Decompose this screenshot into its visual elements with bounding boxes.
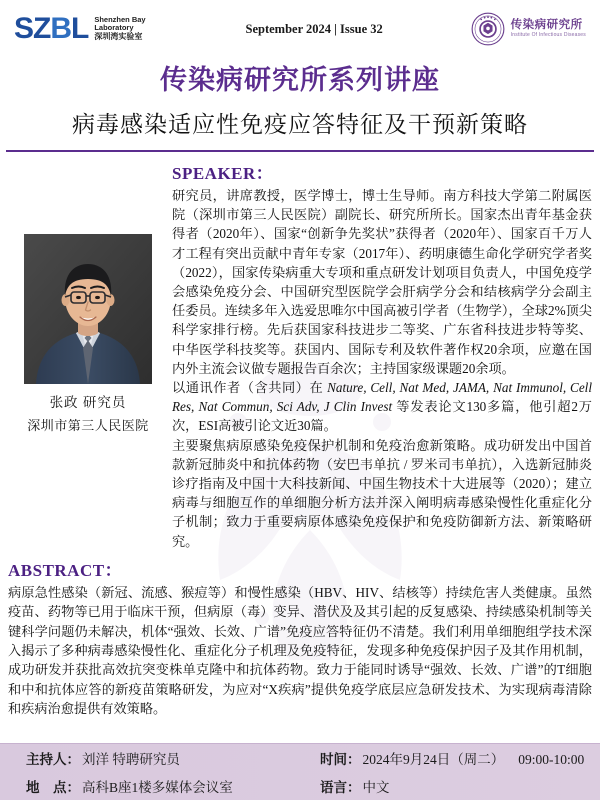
iid-cn-name: 传染病研究所	[510, 19, 583, 32]
institute-seal-icon	[471, 12, 505, 46]
speaker-bio	[172, 186, 592, 551]
footer-host-label: 主持人：	[26, 752, 80, 767]
footer-host-value: 刘洋 特聘研究员	[82, 752, 180, 767]
szbl-logo-text	[94, 16, 145, 43]
speaker-section-heading: SPEAKER：	[172, 164, 274, 183]
header-divider	[6, 150, 594, 152]
szbl-wordmark-icon: SZBL	[14, 12, 89, 45]
speaker-section	[0, 186, 600, 551]
bio-journal-list: Nature, Cell, Nat Med, JAMA, Nat Immunol, Cell Res, Nat Commun, Sci Adv, J Clin Invest	[172, 380, 592, 415]
bio-p2-prefix: 以通讯作者（含共同）在	[172, 380, 328, 396]
footer-time	[300, 748, 600, 768]
bio-paragraph-1: 研究员，讲席教授，医学博士，博士生导师。南方科技大学第二附属医院（深圳市第三人民医院）副院长、研究所所长。国家杰出青年基金获得者（2020年）、国家“创新争先奖状”获得者（2020年）、国家百千万人才工程有突出贡献中青年专家（2017年）、药明康德生命化学研究学者奖（2022），国家传染病重大专项和重点研发计划项目负责人，中国免疫学会感染免疫分会、中国研究型医院学会肝病学分会和结核病学分会副主任委员。连续多年入选爱思唯尔中国高被引学者（生物学），全球2%顶尖科学家排行榜。先后获国家科技进步二等奖、广东省科技进步特等奖、中华医学科技奖等。获国内、国际专利及软件著作权20余项，应邀在国内外主流会议做专题报告百余次；主持国家级课题20余项。	[172, 188, 592, 376]
lecture-topic-title: 病毒感染适应性免疫应答特征及干预新策略	[72, 112, 528, 137]
footer-host	[0, 748, 300, 768]
iid-en-name: Institute Of Infectious Diseases	[510, 32, 586, 39]
footer-language-label: 语言：	[320, 780, 361, 795]
speaker-photo-column	[12, 234, 164, 434]
lecture-series-title: 传染病研究所系列讲座	[160, 65, 440, 95]
iid-logo-text	[511, 19, 586, 39]
szbl-cn-name: 深圳湾实验室	[94, 32, 143, 42]
bio-paragraph-2	[172, 378, 592, 436]
szbl-en-line2: Laboratory	[94, 23, 134, 33]
abstract-body: 病原急性感染（新冠、流感、猴痘等）和慢性感染（HBV、HIV、结核等）持续危害人类健康。虽然疫苗、药物等已用于临床干预，但病原（毒）变异、潜伏及及其引起的反复感染、持续感染机制等关键科学问题仍未解决，机体“强效、长效、广谱”免疫应答特征仍不清楚。我们利用单细胞组学技术深入揭示了多种病毒感染慢性化、重症化分子机理及免疫特征，发现多种免疫保护因子及其作用机制，成功研发并获批高效抗突变株单克隆中和抗体药物。致力于能同时诱导“强效、长效、广谱”的T细胞和中和抗体应答的新疫苗策略研发，为应对“X疾病”提供免疫学底层应急研发技术、为实现病毒清除和疾病治愈提供有效策略。	[8, 584, 592, 717]
speaker-name: 张政 研究员	[49, 395, 127, 410]
footer-time-range: 09:00-10:00	[518, 752, 585, 767]
footer-place	[0, 776, 300, 796]
footer-place-value: 高科B座1楼多媒体会议室	[82, 780, 233, 795]
footer-language	[300, 776, 600, 796]
bio-p2-suffix: 等发表论文130多篇，他引超2万次，ESI高被引论文近30篇。	[172, 399, 592, 434]
bio-paragraph-3: 主要聚焦病原感染免疫保护机制和免疫治愈新策略。成功研发出中国首款新冠肺炎中和抗体药物（安巴韦单抗 / 罗米司韦单抗），入选新冠肺炎诊疗指南及中国十大科技新闻、中国生物技术十大进展等（2020）；建立病毒与细胞互作的单细胞分析方法并深入阐明病毒感染慢性化重症化分子机制；致力于重要病原体感染免疫保护和免疫防御新方法、新策略研究。	[172, 437, 592, 549]
szbl-logo	[14, 14, 146, 44]
poster-header	[0, 0, 600, 52]
footer-language-value: 中文	[362, 780, 390, 795]
footer-time-value: 2024年9月24日（周二）	[362, 752, 505, 767]
issue-line: September 2024 | Issue 32	[245, 21, 383, 36]
abstract-section-heading: ABSTRACT：	[8, 560, 123, 580]
footer-place-label: 地 点：	[26, 780, 80, 795]
poster-footer	[0, 743, 600, 800]
speaker-affiliation: 深圳市第三人民医院	[27, 418, 149, 433]
footer-time-label: 时间：	[320, 752, 361, 767]
speaker-photo	[24, 234, 152, 384]
iid-logo	[471, 12, 586, 46]
szbl-en-line1: Shenzhen Bay	[94, 14, 146, 24]
